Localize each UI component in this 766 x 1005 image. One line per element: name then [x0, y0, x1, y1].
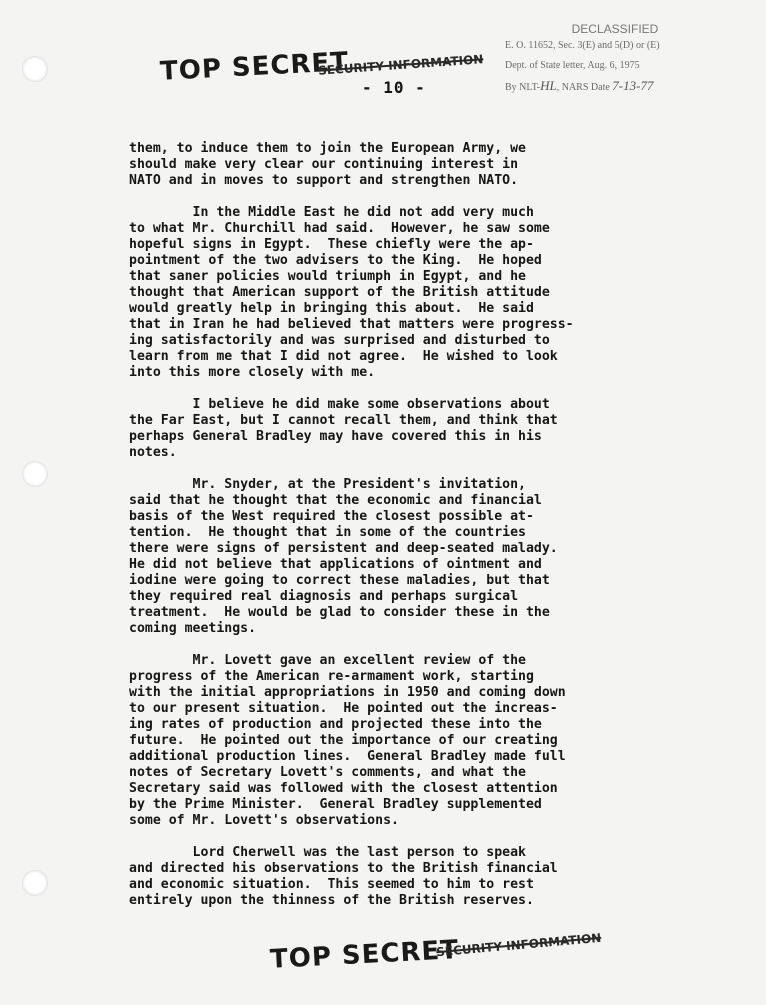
declassified-line-1: E. O. 11652, Sec. 3(E) and 5(D) or (E) [505, 40, 660, 51]
page-number: - 10 - [362, 78, 426, 97]
text-line: He did not believe that applications of ointment and [129, 557, 542, 572]
paragraph [129, 141, 649, 189]
text-line: tention. He thought that in some of the countries [129, 525, 526, 540]
paragraph [129, 845, 649, 909]
text-line: to our present situation. He pointed out the increas- [129, 701, 558, 716]
security-information-stamp-bottom: SECURITY INFORMATION [435, 930, 602, 960]
text-line: entirely upon the thinness of the British reserves. [129, 893, 534, 908]
text-line: thought that American support of the British attitude [129, 285, 550, 300]
declassified-nars: , NARS Date [556, 82, 610, 93]
security-information-stamp: SECURITY INFORMATION [317, 52, 484, 78]
text-line: perhaps General Bradley may have covered this in his [129, 429, 542, 444]
text-line: iodine were going to correct these maladies, but that [129, 573, 550, 588]
text-line: Secretary said was followed with the closest attention [129, 781, 558, 796]
text-line: and directed his observations to the British financial [129, 861, 558, 876]
declassified-initials: HL [540, 78, 557, 93]
text-line: to what Mr. Churchill had said. However, he saw some [129, 221, 550, 236]
paragraph [129, 205, 649, 381]
text-line: them, to induce them to join the European Army, we [129, 141, 526, 156]
text-line: Mr. Lovett gave an excellent review of the [129, 653, 526, 668]
declassified-line-2: Dept. of State letter, Aug. 6, 1975 [505, 60, 640, 71]
punch-hole-bottom [22, 870, 48, 896]
text-line: hopeful signs in Egypt. These chiefly were the ap- [129, 237, 534, 252]
text-line: should make very clear our continuing interest in [129, 157, 519, 172]
declassified-stamp [505, 22, 725, 98]
top-secret-stamp-bottom: TOP SECRET [269, 935, 460, 975]
text-line: there were signs of persistent and deep-seated malady. [129, 541, 558, 556]
paragraph [129, 477, 649, 637]
text-line: progress of the American re-armament work, starting [129, 669, 534, 684]
text-line: In the Middle East he did not add very much [129, 205, 534, 220]
text-line: learn from me that I did not agree. He wished to look [129, 349, 558, 364]
text-line: Lord Cherwell was the last person to speak [129, 845, 526, 860]
text-line: ing satisfactorily and was surprised and disturbed to [129, 333, 550, 348]
text-line: notes. [129, 445, 177, 460]
text-line: coming meetings. [129, 621, 257, 636]
text-line: by the Prime Minister. General Bradley supplemented [129, 797, 542, 812]
text-line: pointment of the two advisers to the King. He hoped [129, 253, 542, 268]
text-line: treatment. He would be glad to consider these in the [129, 605, 550, 620]
declassified-by: By NLT- [505, 82, 541, 93]
text-line: ing rates of production and projected these into the [129, 717, 542, 732]
text-line: into this more closely with me. [129, 365, 376, 380]
text-line: with the initial appropriations in 1950 and coming down [129, 685, 566, 700]
text-line: I believe he did make some observations about [129, 397, 550, 412]
text-line: would greatly help in bringing this about. He said [129, 301, 534, 316]
paragraph [129, 653, 649, 829]
memo-body [129, 141, 649, 925]
punch-hole-middle [22, 461, 48, 487]
text-line: some of Mr. Lovett's observations. [129, 813, 399, 828]
text-line: that saner policies would triumph in Egypt, and he [129, 269, 526, 284]
declassified-line-3 [505, 76, 725, 98]
declassified-heading: DECLASSIFIED [571, 22, 659, 36]
text-line: future. He pointed out the importance of our creating [129, 733, 558, 748]
punch-hole-top [22, 56, 48, 82]
text-line: basis of the West required the closest possible at- [129, 509, 534, 524]
paragraph [129, 397, 649, 461]
text-line: Mr. Snyder, at the President's invitation, [129, 477, 526, 492]
text-line: notes of Secretary Lovett's comments, and what the [129, 765, 526, 780]
text-line: NATO and in moves to support and strengthen NATO. [129, 173, 519, 188]
text-line: said that he thought that the economic and financial [129, 493, 542, 508]
text-line: the Far East, but I cannot recall them, and think that [129, 413, 558, 428]
text-line: that in Iran he had believed that matters were progress- [129, 317, 574, 332]
declassified-date: 7-13-77 [612, 78, 654, 93]
top-secret-stamp: TOP SECRET [159, 47, 350, 87]
text-line: and economic situation. This seemed to him to rest [129, 877, 534, 892]
text-line: they required real diagnosis and perhaps surgical [129, 589, 519, 604]
text-line: additional production lines. General Bradley made full [129, 749, 566, 764]
